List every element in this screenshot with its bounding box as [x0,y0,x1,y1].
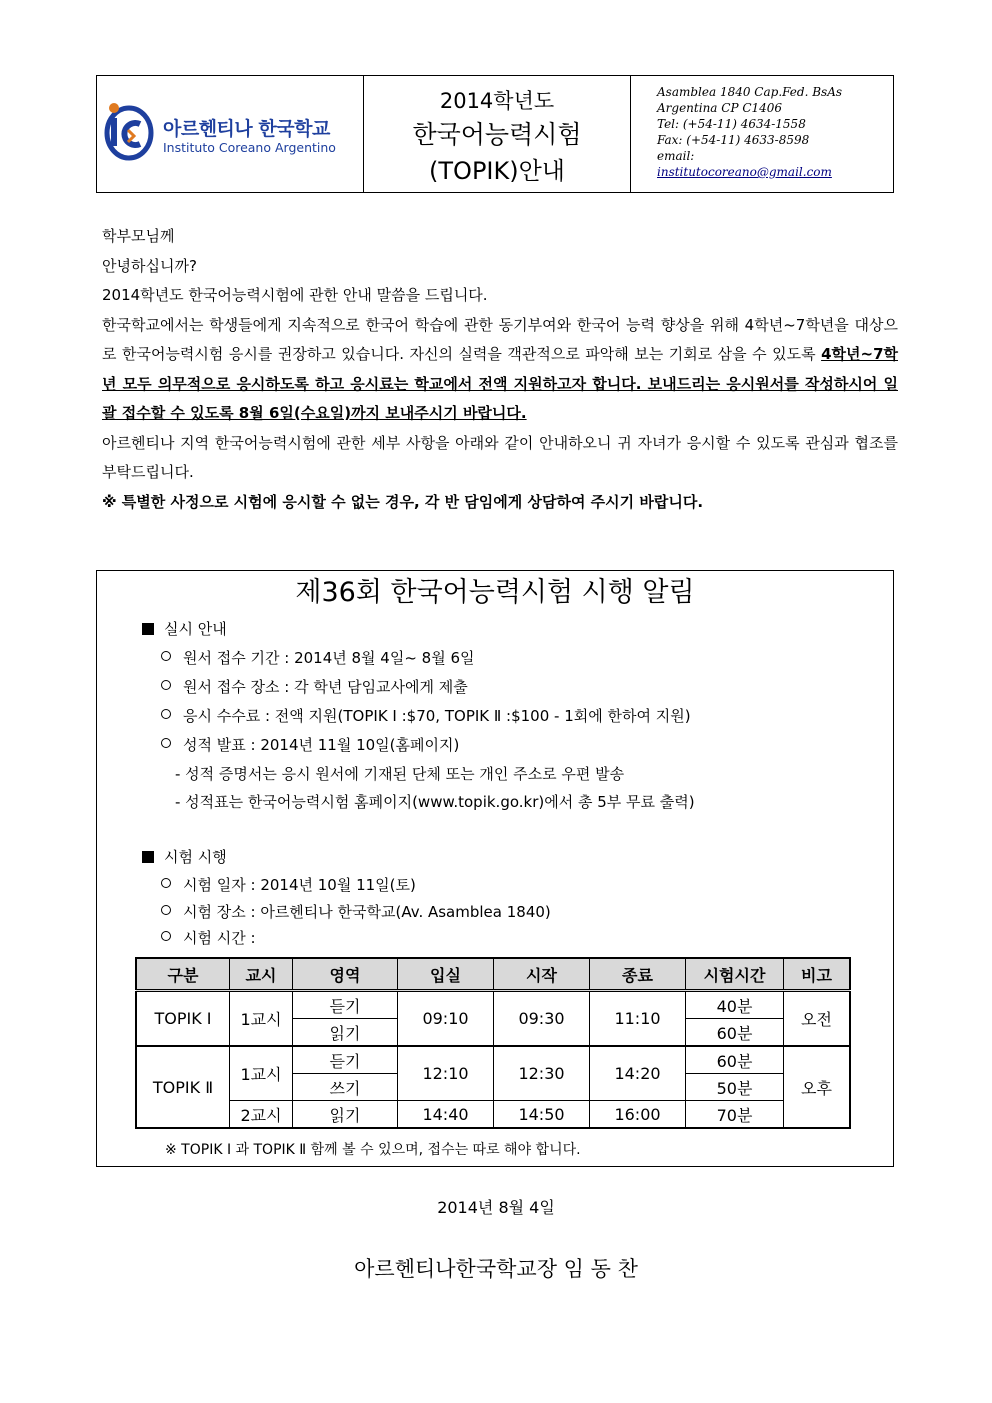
school-emblem-icon [104,100,154,162]
cell-duration: 40분 [686,991,784,1019]
list-item: 시험 장소 : 아르헨티나 한국학교(Av. Asamblea 1840) [161,901,551,922]
paragraph-1-emphasis: 4학년~7학년 모두 의무적으로 응시하도록 하고 응시료는 학교에서 전액 지원하고자 합니다. 보내드리는 응시원서를 작성하시어 일괄 접수할 수 있도록 8월 6일(수요일)까지 보내주시기 바랍니다. [102,345,898,422]
sub-item: - 성적 증명서는 응시 원서에 기재된 단체 또는 개인 주소로 우편 발송 [175,765,625,783]
list-item: 시험 시간 : [161,927,256,948]
table-row [136,1101,850,1129]
cell-period: 1교시 [230,991,293,1047]
cell-duration: 60분 [686,1046,784,1074]
col-header: 종료 [590,958,686,991]
cell-note: 오후 [784,1046,851,1128]
document-title [364,76,631,192]
circle-bullet-icon [161,905,171,915]
paragraph-1-text: 한국학교에서는 학생들에게 지속적으로 한국어 학습에 관한 동기부여와 한국어 능력 향상을 위해 4학년~7학년을 대상으로 한국어능력시험 응시를 권장하고 있습니다. 자신의 실력을 객관적으로 파악해 보는 기회로 삼을 수 있도록 [102,315,898,363]
greeting: 학부모님께 [102,227,175,245]
notice-box [96,570,894,1167]
list-item: 원서 접수 기간 : 2014년 8월 4일~ 8월 6일 [161,647,475,668]
cell-start: 09:30 [494,991,590,1047]
logo-spanish-name: Instituto Coreano Argentino [163,140,336,155]
section-heading-exam: 시험 시행 [142,846,227,867]
cell-start: 14:50 [494,1101,590,1129]
contact-country: Argentina CP C1406 [657,101,783,115]
school-logo [97,76,364,192]
circle-bullet-icon [161,738,171,748]
notice-title: 제36회 한국어능력시험 시행 알림 [295,577,695,608]
sub-item: - 성적표는 한국어능력시험 홈페이지(www.topik.go.kr)에서 총 5부 무료 출력) [175,793,695,811]
square-bullet-icon [142,851,154,863]
section-heading-guide: 실시 안내 [142,618,227,639]
col-header: 구분 [136,958,230,991]
letter-body [94,222,898,517]
cell-start: 12:30 [494,1046,590,1101]
cell-entry: 14:40 [398,1101,494,1129]
cell-period: 2교시 [230,1101,293,1129]
contact-info [631,76,893,192]
cell-exam-name: TOPIK Ⅱ [136,1046,230,1128]
table-row [136,991,850,1019]
cell-entry: 12:10 [398,1046,494,1101]
cell-area: 듣기 [293,1046,398,1074]
title-year: 2014학년도 [439,89,555,113]
paragraph-1 [94,311,898,429]
list-item: 성적 발표 : 2014년 11월 10일(홈페이지) [161,734,459,755]
col-header: 교시 [230,958,293,991]
cell-end: 11:10 [590,991,686,1047]
table-footnote: ※ TOPIK Ⅰ 과 TOPIK Ⅱ 함께 볼 수 있으며, 접수는 따로 해야 합니다. [165,1142,581,1158]
square-bullet-icon [142,623,154,635]
title-sub: (TOPIK)안내 [429,157,565,185]
intro: 2014학년도 한국어능력시험에 관한 안내 말씀을 드립니다. [102,286,488,304]
col-header: 영역 [293,958,398,991]
logo-korean-name: 아르헨티나 한국학교 [163,118,330,140]
list-item: 원서 접수 장소 : 각 학년 담임교사에게 제출 [161,676,468,697]
contact-fax: Fax: (+54-11) 4633-8598 [657,133,810,147]
contact-address: Asamblea 1840 Cap.Fed. BsAs [657,85,843,99]
cell-end: 16:00 [590,1101,686,1129]
circle-bullet-icon [161,709,171,719]
cell-exam-name: TOPIK Ⅰ [136,991,230,1047]
cell-area: 읽기 [293,1019,398,1047]
contact-tel: Tel: (+54-11) 4634-1558 [657,117,806,131]
exam-schedule-table [135,957,851,1129]
cell-entry: 09:10 [398,991,494,1047]
circle-bullet-icon [161,878,171,888]
signature-line: 아르헨티나한국학교장 임 동 찬 [354,1257,638,1281]
circle-bullet-icon [161,680,171,690]
cell-period: 1교시 [230,1046,293,1101]
special-note: ※ 특별한 사정으로 시험에 응시할 수 없는 경우, 각 반 담임에게 상담하여 주시기 바랍니다. [102,492,704,511]
cell-area: 듣기 [293,991,398,1019]
contact-email-link[interactable]: institutocoreano@gmail.com [657,165,832,179]
hello: 안녕하십니까? [102,256,197,275]
list-item: 응시 수수료 : 전액 지원(TOPIK Ⅰ :$70, TOPIK Ⅱ :$100 - 1회에 한하여 지원) [161,705,691,726]
circle-bullet-icon [161,931,171,941]
table-row [136,1046,850,1074]
cell-area: 읽기 [293,1101,398,1129]
cell-duration: 50분 [686,1074,784,1101]
col-header: 시험시간 [686,958,784,991]
contact-email-label: email: [657,149,695,163]
cell-note: 오전 [784,991,851,1047]
table-header-row [136,958,850,991]
title-main: 한국어능력시험 [412,120,582,149]
cell-duration: 70분 [686,1101,784,1129]
cell-end: 14:20 [590,1046,686,1101]
circle-bullet-icon [161,651,171,661]
paragraph-2: 아르헨티나 지역 한국어능력시험에 관한 세부 사항을 아래와 같이 안내하오니 귀 자녀가 응시할 수 있도록 관심과 협조를 부탁드립니다. [102,433,898,481]
header-box [96,75,894,193]
col-header: 입실 [398,958,494,991]
cell-area: 쓰기 [293,1074,398,1101]
col-header: 비고 [784,958,851,991]
col-header: 시작 [494,958,590,991]
document-date: 2014년 8월 4일 [437,1198,555,1217]
list-item: 시험 일자 : 2014년 10월 11일(토) [161,874,416,895]
cell-duration: 60분 [686,1019,784,1047]
